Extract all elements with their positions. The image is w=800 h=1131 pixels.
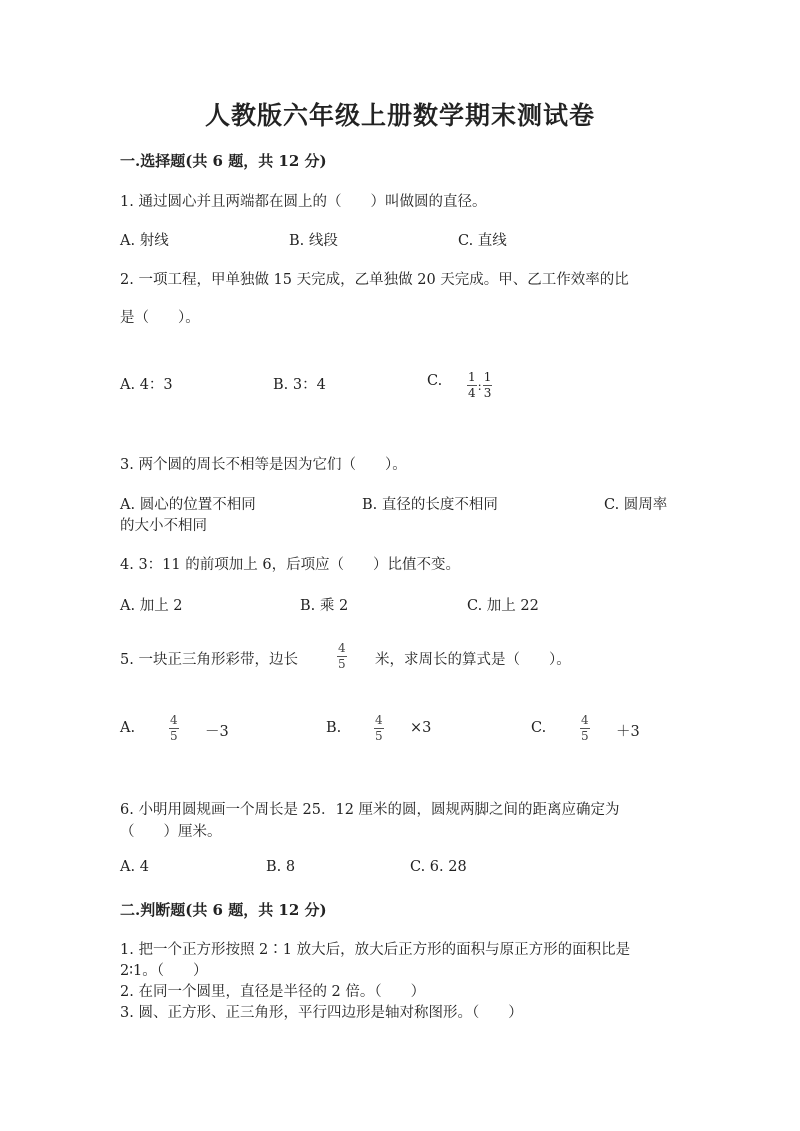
q2-option-c-label: C. (427, 373, 443, 389)
q5-c-frac-numerator: 4 (581, 713, 589, 727)
question-5-stem-pre: 5. 一块正三角形彩带，边长 (120, 652, 298, 668)
q2-option-b: B. 3：4 (273, 377, 326, 393)
q5-option-a-label: A. (120, 720, 136, 736)
q5-a-frac-numerator: 4 (170, 713, 178, 727)
q2-c-colon: : (477, 378, 482, 393)
q5-option-b-operation: ×3 (410, 720, 432, 736)
question-6-stem-line1: 6. 小明用圆规画一个周长是 25．12 厘米的圆，圆规两脚之间的距离应确定为 (120, 802, 620, 818)
q4-option-a: A. 加上 2 (120, 598, 183, 614)
q5-b-frac-denominator: 5 (375, 729, 383, 743)
q2-c-frac1-denominator: 4 (468, 386, 476, 400)
q5-option-b-label: B. (326, 720, 342, 736)
q5-option-c-fraction (580, 714, 590, 743)
judgement-1-line2: 2∶1。（ ） (120, 963, 208, 979)
q5-option-a-operation: －3 (205, 724, 229, 740)
q1-option-c: C. 直线 (458, 233, 507, 249)
q5-b-frac-numerator: 4 (375, 713, 383, 727)
q5-option-c-operation: ＋3 (616, 724, 640, 740)
q6-option-a: A. 4 (120, 859, 149, 875)
section-heading-choice: 一.选择题(共 6 题，共 12 分) (120, 152, 327, 170)
question-4-stem: 4. 3：11 的前项加上 6，后项应（ ）比值不变。 (120, 557, 461, 573)
q2-c-fraction-1 (467, 371, 477, 400)
question-1-stem: 1. 通过圆心并且两端都在圆上的（ ）叫做圆的直径。 (120, 194, 487, 210)
q5-stem-frac-denominator: 5 (338, 657, 346, 671)
q3-option-c: C. 圆周率 (604, 497, 668, 513)
q1-option-b: B. 线段 (289, 233, 338, 249)
page-title: 人教版六年级上册数学期末测试卷 (204, 101, 595, 130)
judgement-1-line1: 1. 把一个正方形按照 2∶1 放大后，放大后正方形的面积与原正方形的面积比是 (120, 942, 631, 958)
q2-c-frac2-denominator: 3 (483, 386, 492, 400)
section-heading-judgement: 二.判断题(共 6 题，共 12 分) (120, 901, 327, 919)
q3-option-a: A. 圆心的位置不相同 (120, 497, 256, 513)
q2-option-c-ratio (467, 366, 492, 400)
judgement-3: 3. 圆、正方形、正三角形，平行四边形是轴对称图形。（ ） (120, 1005, 523, 1021)
q1-option-a: A. 射线 (120, 233, 169, 249)
question-3-stem: 3. 两个圆的周长不相等是因为它们（ ）。 (120, 457, 407, 473)
q5-stem-frac-numerator: 4 (338, 641, 346, 655)
q2-c-frac2-numerator: 1 (483, 370, 492, 384)
q4-option-c: C. 加上 22 (467, 598, 539, 614)
q5-a-frac-denominator: 5 (170, 729, 178, 743)
judgement-2: 2. 在同一个圆里，直径是半径的 2 倍。（ ） (120, 984, 426, 1000)
question-6-stem-line2: （ ）厘米。 (120, 824, 222, 840)
q3-option-c-continued: 的大小不相同 (120, 518, 207, 534)
q5-c-frac-denominator: 5 (581, 729, 589, 743)
question-2-stem-line1: 2. 一项工程，甲单独做 15 天完成，乙单独做 20 天完成。甲、乙工作效率的比 (120, 272, 629, 288)
q5-option-c-label: C. (531, 720, 547, 736)
q5-option-b-fraction (374, 714, 384, 743)
q6-option-c: C. 6. 28 (410, 859, 467, 875)
q2-option-a: A. 4：3 (120, 377, 173, 393)
q5-stem-fraction (337, 642, 347, 671)
question-5-stem-post: 米，求周长的算式是（ ）。 (375, 652, 571, 668)
q2-c-fraction-2 (483, 371, 493, 400)
q5-option-a-fraction (169, 714, 179, 743)
q6-option-b: B. 8 (266, 859, 296, 875)
q3-option-b: B. 直径的长度不相同 (362, 497, 498, 513)
q2-c-frac1-numerator: 1 (468, 370, 476, 384)
q4-option-b: B. 乘 2 (300, 598, 349, 614)
question-2-stem-line2: 是（ ）。 (120, 310, 200, 326)
